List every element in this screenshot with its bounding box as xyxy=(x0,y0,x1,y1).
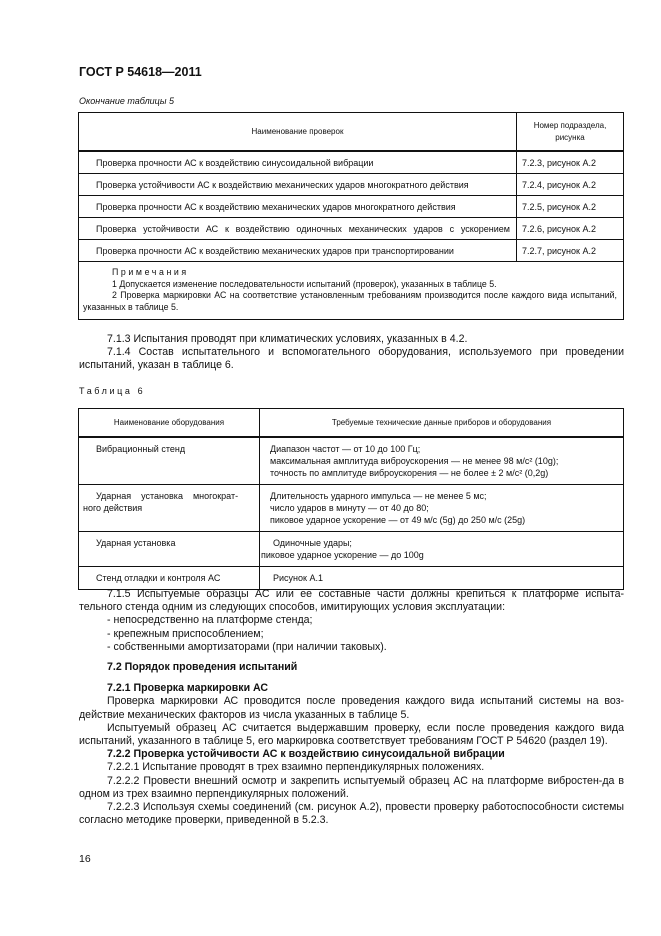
check-name-text: Проверка устойчивости АС к воздействию одиночных механических ударов с ускорением xyxy=(96,224,510,234)
table-6 xyxy=(78,408,624,590)
section-7-1-3-7-1-4 xyxy=(79,333,624,373)
equipment-specs xyxy=(260,485,624,532)
paragraph-7-1-4: 7.1.4 Состав испытательного и вспомогательного оборудования, используемого при проведении испытаний, указан в таблице 6. xyxy=(79,346,624,372)
equipment-specs xyxy=(260,532,624,567)
table6-header-row xyxy=(79,409,624,438)
table6-caption: Таблица 6 xyxy=(79,386,146,396)
note-item: 1 Допускается изменение последовательности испытаний (проверок), указанных в таблице 5. xyxy=(112,278,497,289)
document-header: ГОСТ Р 54618—2011 xyxy=(79,65,202,79)
check-name: Проверка устойчивости АС к воздействию механических ударов многократного действия xyxy=(79,174,517,196)
check-name: Проверка прочности АС к воздействию механических ударов многократного действия xyxy=(79,196,517,218)
heading-7-2: 7.2 Порядок проведения испытаний xyxy=(107,661,298,674)
note-item: 2 Проверка маркировки АС на соответствие установленным требованиям производится после каждого вида испытаний, указанных в таблице 5. xyxy=(83,290,617,312)
table5-col-name: Наименование проверок xyxy=(79,113,517,152)
table-5 xyxy=(78,112,624,320)
table-row xyxy=(79,218,624,240)
equipment-name-cont: ного действия xyxy=(83,503,143,513)
paragraph-7-2-2-3: 7.2.2.3 Используя схемы соединений (см. рисунок А.2), провести проверку работоспособности системы согласно методике проверки, приведенной в 5.2.3. xyxy=(79,801,624,827)
spec-line: пиковое ударное ускорение — от 49 м/с (5g) до 250 м/с (25g) xyxy=(270,515,526,525)
spec-line: Длительность ударного импульса — не менее 5 мс; xyxy=(270,491,487,501)
table-row xyxy=(79,485,624,532)
paragraph-7-1-3: 7.1.3 Испытания проводят при климатических условиях, указанных в 4.2. xyxy=(107,333,468,345)
table-row xyxy=(79,174,624,196)
check-ref: 7.2.5, рисунок А.2 xyxy=(517,196,624,218)
table5-notes xyxy=(79,262,624,320)
table5-caption: Окончание таблицы 5 xyxy=(79,96,174,106)
table5-header-row xyxy=(79,113,624,152)
check-ref: 7.2.7, рисунок А.2 xyxy=(517,240,624,262)
equipment-specs xyxy=(260,567,624,590)
equipment-name xyxy=(79,485,260,532)
check-ref: 7.2.4, рисунок А.2 xyxy=(517,174,624,196)
paragraph-7-2-2-1: 7.2.2.1 Испытание проводят в трех взаимно перпендикулярных положениях. xyxy=(107,761,485,774)
heading-7-2-1: 7.2.1 Проверка маркировки АС xyxy=(107,682,269,695)
spec-line: пиковое ударное ускорение — до 100g xyxy=(261,550,424,560)
check-ref: 7.2.3, рисунок А.2 xyxy=(517,151,624,174)
spec-line: Одиночные удары; xyxy=(273,538,352,548)
spec-line: максимальная амплитуда виброускорения — не менее 98 м/с² (10g); xyxy=(270,456,559,466)
bullet-item: - непосредственно на платформе стенда; xyxy=(107,614,313,627)
table6-col-spec: Требуемые технические данные приборов и оборудования xyxy=(260,409,624,438)
table-row xyxy=(79,532,624,567)
check-ref: 7.2.6, рисунок А.2 xyxy=(517,218,624,240)
spec-line: Рисунок А.1 xyxy=(273,573,323,583)
table-row xyxy=(79,437,624,485)
paragraph-7-2-1-a: Проверка маркировки АС проводится после проведения каждого вида испытаний системы на воз-действие механических факторов из числа указанных в таблице 5. xyxy=(79,695,624,721)
notes-title: Примечания xyxy=(112,267,189,277)
equipment-name: Вибрационный стенд xyxy=(79,437,260,485)
check-name: Проверка прочности АС к воздействию механических ударов при транспортировании xyxy=(79,240,517,262)
table6-col-name: Наименование оборудования xyxy=(79,409,260,438)
equipment-specs xyxy=(260,437,624,485)
table-row xyxy=(79,196,624,218)
spec-line: число ударов в минуту — от 40 до 80; xyxy=(270,503,429,513)
table-row xyxy=(79,151,624,174)
equipment-name-text: Ударная установка многократ- xyxy=(96,491,239,501)
spec-line: Диапазон частот — от 10 до 100 Гц; xyxy=(270,444,421,454)
table5-col-ref: Номер подраздела, рисунка xyxy=(517,113,624,152)
paragraph-7-2-1-b: Испытуемый образец АС считается выдержавшим проверку, если после проведения каждого вида испытаний, указанного в таблице 5, его маркировка соответствует требованиям ГОСТ Р 54620 (раздел 19). xyxy=(79,721,624,748)
bullet-item: - крепежным приспособлением; xyxy=(107,627,264,640)
spec-line: точность по амплитуде виброускорения — не более ± 2 м/с² (0,2g) xyxy=(270,468,549,478)
table-row xyxy=(79,567,624,590)
table-row xyxy=(79,240,624,262)
heading-7-2-2: 7.2.2 Проверка устойчивости АС к воздействию синусоидальной вибрации xyxy=(107,748,505,761)
page-number: 16 xyxy=(79,853,91,865)
equipment-name: Стенд отладки и контроля АС xyxy=(79,567,260,590)
check-name xyxy=(79,218,517,240)
paragraph-7-1-5: 7.1.5 Испытуемые образцы АС или ее составные части должны крепиться к платформе испыта-тельного стенда одним из следующих способов, имитирующих условия эксплуатации: xyxy=(79,588,624,614)
paragraph-7-2-2-2: 7.2.2.2 Провести внешний осмотр и закрепить испытуемый образец АС на платформе вибростен-да в одном из трех взаимно перпендикулярных положений. xyxy=(79,774,624,800)
section-7-1-5 xyxy=(79,588,624,827)
bullet-item: - собственными амортизаторами (при наличии таковых). xyxy=(107,640,387,653)
check-name: Проверка прочности АС к воздействию синусоидальной вибрации xyxy=(79,151,517,174)
equipment-name: Ударная установка xyxy=(79,532,260,567)
